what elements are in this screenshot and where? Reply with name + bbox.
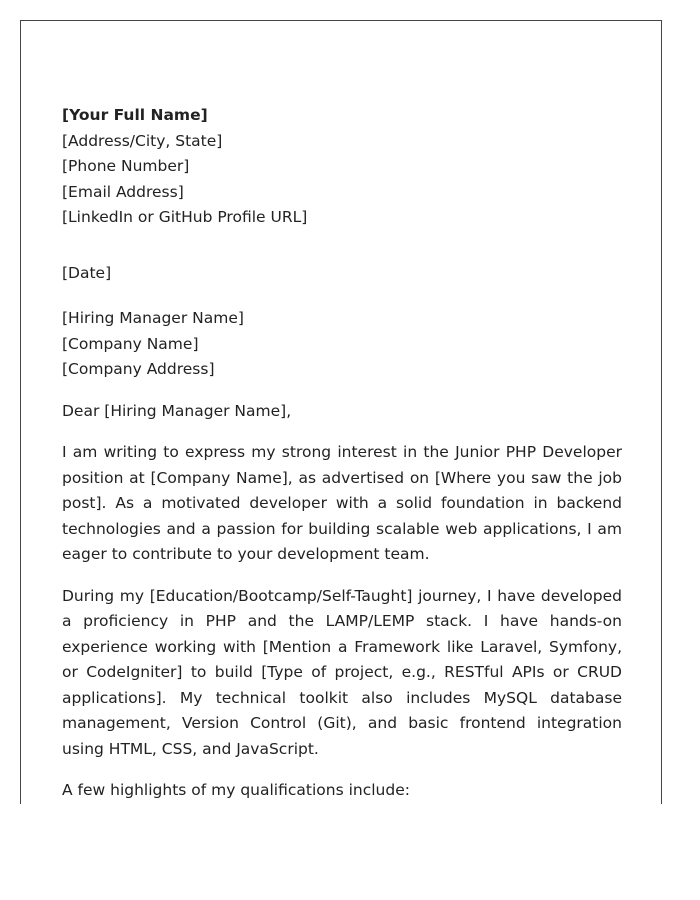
sender-block bbox=[62, 103, 622, 231]
letter-date: [Date] bbox=[62, 263, 112, 282]
recipient-company: [Company Name] bbox=[62, 334, 199, 353]
letter-content bbox=[62, 103, 622, 804]
recipient-name: [Hiring Manager Name] bbox=[62, 309, 244, 327]
sender-phone: [Phone Number] bbox=[62, 157, 190, 175]
body-paragraph-experience: During my [Education/Bootcamp/Self-Taught] journey, I have developed a proficiency in PHP and the LAMP/LEMP stack. I have hands-on experience working with [Mention a Framework like Laravel, Symfony, or CodeIgniter] to build [Type of project, e.g., RESTful APIs or CRUD applications]. My technical toolkit also includes MySQL database management, Version Control (Git), and basic frontend integration using HTML, CSS, and JavaScript. bbox=[62, 586, 622, 758]
sender-name: [Your Full Name] bbox=[62, 106, 208, 124]
sender-address: [Address/City, State] bbox=[62, 131, 223, 150]
salutation: Dear [Hiring Manager Name], bbox=[62, 401, 292, 420]
recipient-address: [Company Address] bbox=[62, 360, 215, 378]
letter-page bbox=[20, 20, 662, 804]
sender-profile-url: [LinkedIn or GitHub Profile URL] bbox=[62, 208, 308, 226]
body-paragraph-highlights-lead: A few highlights of my qualifications include: bbox=[62, 781, 410, 799]
sender-email: [Email Address] bbox=[62, 182, 184, 201]
body-paragraph-intro: I am writing to express my strong interest in the Junior PHP Developer position at [Company Name], as advertised on [Where you saw the job post]. As a motivated developer with a solid foundation in backend technologies and a passion for building scalable web applications, I am eager to contribute to your development team. bbox=[62, 443, 622, 563]
recipient-block bbox=[62, 306, 622, 383]
